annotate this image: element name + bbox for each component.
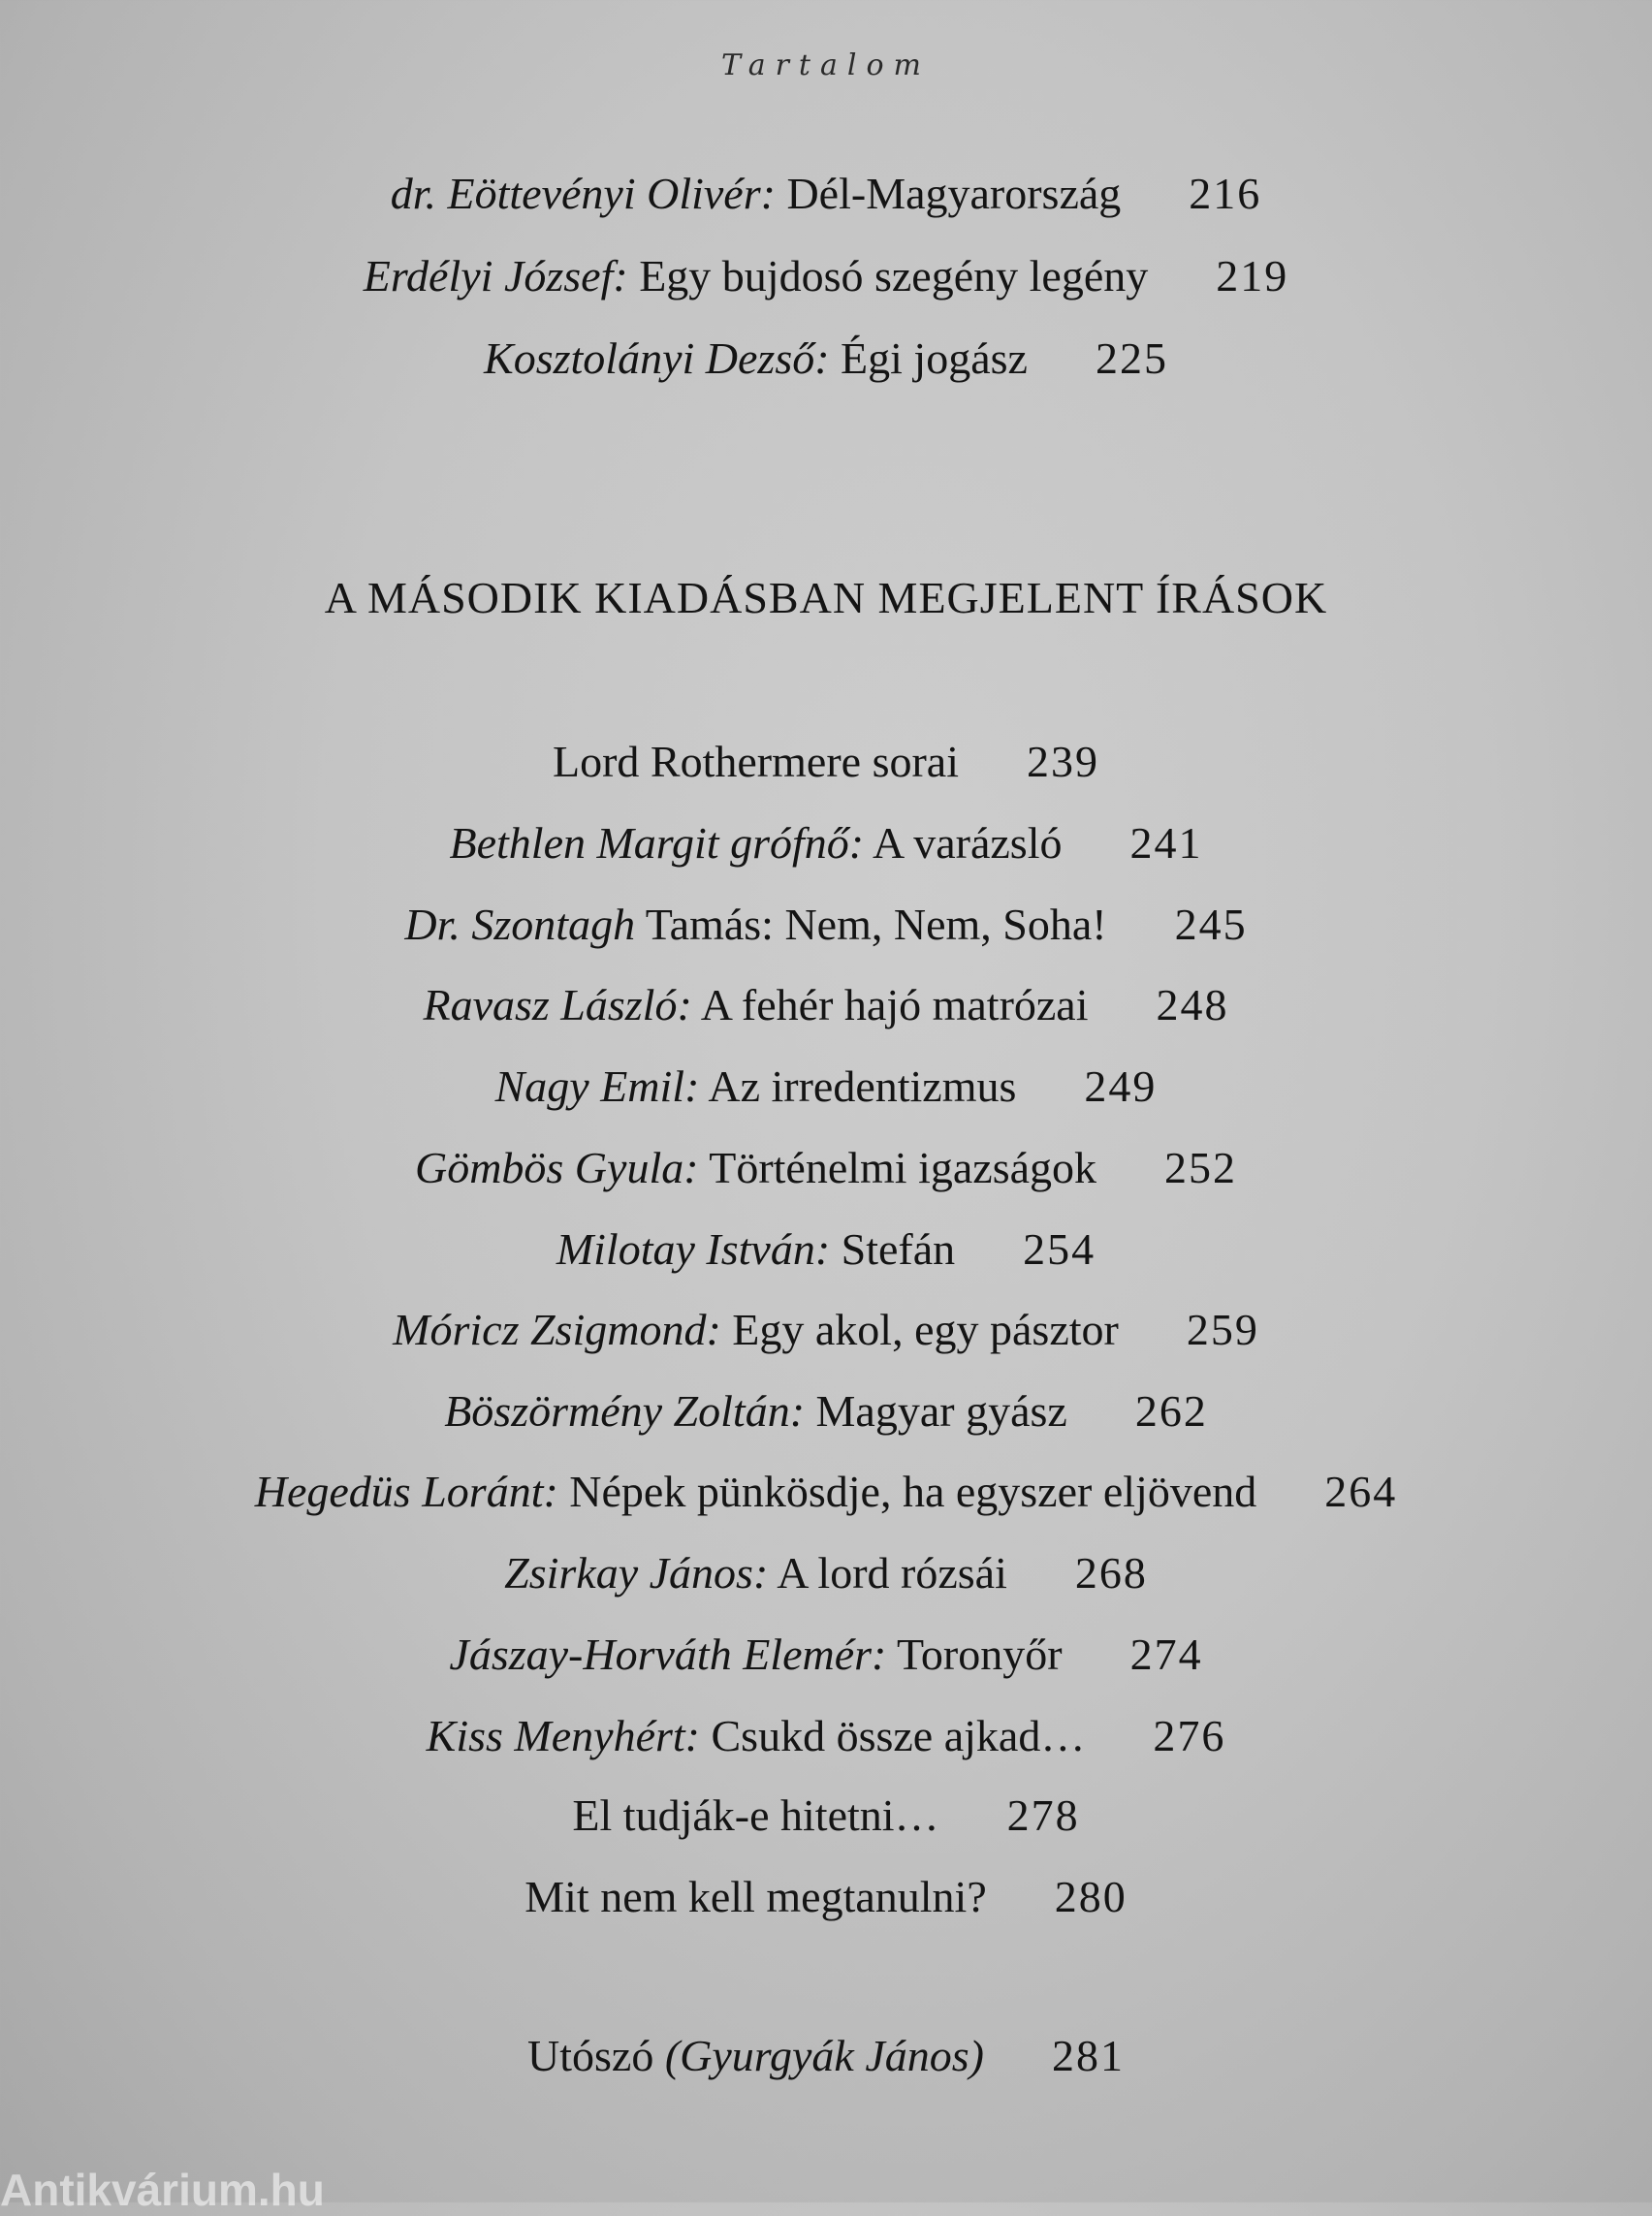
toc-entry xyxy=(0,1870,1652,1924)
toc-entry xyxy=(0,1789,1652,1843)
toc-entry xyxy=(0,1709,1652,1763)
toc-entry xyxy=(0,1546,1652,1600)
toc-page-number: 264 xyxy=(1324,1467,1398,1516)
toc-title: Történelmi igazságok xyxy=(698,1143,1097,1192)
toc-page-number: 278 xyxy=(1006,1790,1080,1840)
toc-author: Gömbös Gyula: xyxy=(414,1143,699,1192)
toc-entry xyxy=(0,1303,1652,1357)
toc-title: Csukd össze ajkad… xyxy=(700,1711,1086,1760)
toc-entry xyxy=(0,1384,1652,1439)
toc-title: Lord Rothermere sorai xyxy=(553,737,959,786)
toc-author: Móricz Zsigmond: xyxy=(393,1305,721,1354)
toc-entry xyxy=(0,816,1652,871)
toc-title: Dél-Magyarország xyxy=(775,169,1122,218)
toc-page-number: 262 xyxy=(1134,1386,1208,1436)
running-head: Tartalom xyxy=(721,48,931,82)
toc-title: Utószó xyxy=(527,2031,665,2080)
toc-page-number: 276 xyxy=(1153,1711,1226,1760)
toc-title: Egy bujdosó szegény legény xyxy=(627,251,1149,301)
toc-title: Tamás: Nem, Nem, Soha! xyxy=(635,900,1107,949)
toc-page-number: 241 xyxy=(1129,818,1203,868)
toc-page-number: 274 xyxy=(1129,1630,1203,1679)
toc-entry xyxy=(0,735,1652,789)
toc-author: Erdélyi József: xyxy=(363,251,628,301)
toc-author: Ravasz László: xyxy=(423,980,692,1029)
toc-entry xyxy=(0,249,1652,303)
toc-page-number: 225 xyxy=(1095,333,1168,383)
toc-page-number: 219 xyxy=(1216,251,1289,301)
toc-author: Bethlen Margit grófnő: xyxy=(449,818,865,868)
toc-page-number: 252 xyxy=(1164,1143,1238,1192)
toc-title: A varázsló xyxy=(864,818,1063,868)
toc-page-number: 268 xyxy=(1074,1548,1148,1598)
toc-page-number: 281 xyxy=(1051,2031,1125,2080)
toc-title: Stefán xyxy=(830,1224,956,1274)
toc-author: (Gyurgyák János) xyxy=(664,2031,984,2080)
toc-entry xyxy=(0,332,1652,386)
toc-entry xyxy=(0,1141,1652,1195)
toc-title: Magyar gyász xyxy=(805,1386,1067,1436)
toc-author: Nagy Emil: xyxy=(494,1061,700,1111)
toc-entry xyxy=(0,1465,1652,1519)
toc-page-number: 245 xyxy=(1174,900,1248,949)
toc-author: Jászay-Horváth Elemér: xyxy=(449,1630,887,1679)
toc-author: dr. Eöttevényi Olivér: xyxy=(390,169,776,218)
toc-entry xyxy=(0,1060,1652,1114)
toc-author: Milotay István: xyxy=(556,1224,831,1274)
toc-title: El tudják-e hitetni… xyxy=(572,1790,939,1840)
toc-title: Az irredentizmus xyxy=(699,1061,1017,1111)
toc-author: Böszörmény Zoltán: xyxy=(444,1386,806,1436)
toc-author: Kosztolányi Dezső: xyxy=(484,333,830,383)
toc-entry xyxy=(0,167,1652,221)
section-heading: A MÁSODIK KIADÁSBAN MEGJELENT ÍRÁSOK xyxy=(324,573,1328,622)
toc-page-number: 254 xyxy=(1023,1224,1096,1274)
toc-author: Kiss Menyhért: xyxy=(426,1711,700,1760)
toc-page-number: 216 xyxy=(1189,169,1262,218)
toc-author: Zsirkay János: xyxy=(504,1548,769,1598)
toc-entry xyxy=(0,1222,1652,1277)
toc-title: Népek pünkösdje, ha egyszer eljövend xyxy=(557,1467,1257,1516)
toc-page-number: 259 xyxy=(1186,1305,1259,1354)
toc-title: Mit nem kell megtanulni? xyxy=(524,1872,987,1921)
toc-title: Egy akol, egy pásztor xyxy=(720,1305,1119,1354)
toc-title: Égi jogász xyxy=(829,333,1028,383)
toc-author: Dr. Szontagh xyxy=(404,900,636,949)
watermark: Antikvárium.hu xyxy=(0,2165,325,2215)
toc-author: Hegedüs Loránt: xyxy=(254,1467,558,1516)
toc-entry-afterword xyxy=(0,2029,1652,2083)
toc-entry xyxy=(0,898,1652,952)
toc-title: A fehér hajó matrózai xyxy=(691,980,1089,1029)
toc-entry xyxy=(0,978,1652,1032)
toc-page-number: 280 xyxy=(1054,1872,1128,1921)
toc-page-number: 239 xyxy=(1026,737,1099,786)
toc-title: A lord rózsái xyxy=(768,1548,1007,1598)
toc-page-number: 249 xyxy=(1084,1061,1158,1111)
toc-title: Toronyőr xyxy=(886,1630,1063,1679)
toc-page-number: 248 xyxy=(1156,980,1229,1029)
toc-entry xyxy=(0,1628,1652,1682)
